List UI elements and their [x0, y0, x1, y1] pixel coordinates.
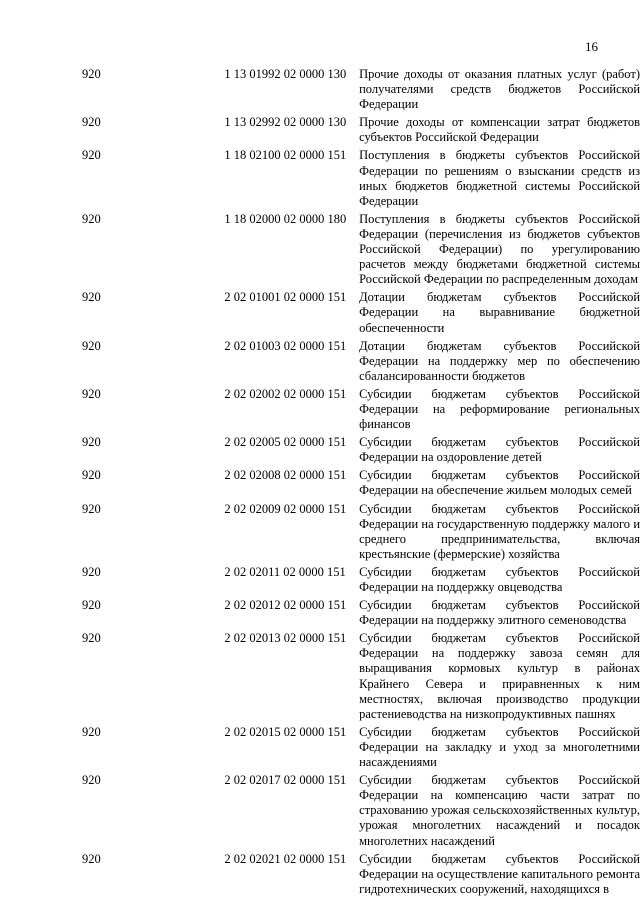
table-row [0, 598, 640, 628]
budget-code-cell: 2 02 02008 02 0000 151 [224, 468, 347, 483]
budget-code-cell: 2 02 01001 02 0000 151 [224, 290, 347, 305]
admin-code-cell: 920 [82, 724, 101, 739]
budget-code-cell: 2 02 02012 02 0000 151 [224, 598, 347, 613]
admin-code-cell: 920 [82, 598, 101, 613]
table-row [0, 773, 640, 848]
admin-code-cell: 920 [82, 501, 101, 516]
revenue-name-cell: Субсидии бюджетам субъектов Российской Федерации на закладку и уход за многолетними насаждениями [359, 724, 640, 770]
revenue-name-cell: Субсидии бюджетам субъектов Российской Федерации на компенсацию части затрат по страхованию урожая сельскохозяйственных культур, урожая многолетних насаждений и посадок многолетних насаждений [359, 773, 640, 848]
revenue-name-cell: Дотации бюджетам субъектов Российской Федерации на поддержку мер по обеспечению сбалансированности бюджетов [359, 338, 640, 383]
table-row [0, 502, 640, 562]
admin-code-cell: 920 [82, 631, 101, 646]
table-row [0, 387, 640, 432]
revenue-name-cell: Поступления в бюджеты субъектов Российской Федерации (перечисления из бюджетов субъектов Российской Федерации) по урегулированию расчетов между бюджетами бюджетной системы Российской Федерации по распределенным доходам [359, 211, 640, 287]
budget-code-cell: 2 02 02013 02 0000 151 [224, 631, 347, 646]
budget-code-cell: 1 18 02000 02 0000 180 [224, 211, 347, 226]
budget-code-cell: 2 02 01003 02 0000 151 [224, 338, 347, 353]
admin-code-cell: 920 [82, 67, 101, 81]
budget-code-cell: 1 18 02100 02 0000 151 [224, 148, 347, 163]
budget-code-cell: 2 02 02002 02 0000 151 [224, 386, 347, 401]
budget-code-cell: 2 02 02005 02 0000 151 [224, 435, 347, 450]
table-row [0, 565, 640, 595]
admin-code-cell: 920 [82, 435, 101, 450]
admin-code-cell: 920 [82, 773, 101, 788]
revenue-name-cell: Субсидии бюджетам субъектов Российской Федерации на поддержку завоза семян для выращивания кормовых культур в районах Крайнего Севера и приравненных к ним местностях, включая производство продукции растениеводства на низкопродуктивных пашнях [359, 631, 640, 721]
budget-code-cell: 2 02 02009 02 0000 151 [224, 501, 347, 516]
budget-code-cell: 1 13 02992 02 0000 130 [224, 115, 347, 130]
revenue-name-cell: Прочие доходы от компенсации затрат бюджетов субъектов Российской Федерации [359, 115, 640, 145]
budget-code-cell: 2 02 02011 02 0000 151 [224, 564, 346, 579]
table-row [0, 212, 640, 287]
table-row [0, 148, 640, 208]
revenue-name-cell: Поступления в бюджеты субъектов Российской Федерации по решениям о взыскании средств из иных бюджетов бюджетной системы Российской Федерации [359, 148, 640, 208]
revenue-name-cell: Дотации бюджетам субъектов Российской Федерации на выравнивание бюджетной обеспеченности [359, 290, 640, 335]
revenue-name-cell: Прочие доходы от оказания платных услуг (работ) получателями средств бюджетов Российской Федерации [359, 67, 640, 112]
budget-code-cell: 1 13 01992 02 0000 130 [224, 67, 347, 81]
budget-code-cell: 2 02 02017 02 0000 151 [224, 773, 347, 788]
revenue-name-cell: Субсидии бюджетам субъектов Российской Федерации на обеспечение жильем молодых семей [359, 468, 640, 498]
table-row [0, 852, 640, 897]
revenue-name-cell: Субсидии бюджетам субъектов Российской Федерации на поддержку элитного семеноводства [359, 598, 640, 628]
table-row [0, 290, 640, 335]
revenue-name-cell: Субсидии бюджетам субъектов Российской Федерации на государственную поддержку малого и среднего предпринимательства, включая крестьянские (фермерские) хозяйства [359, 501, 640, 561]
admin-code-cell: 920 [82, 564, 101, 579]
budget-code-cell: 2 02 02015 02 0000 151 [224, 724, 347, 739]
table-row [0, 339, 640, 384]
admin-code-cell: 920 [82, 468, 101, 483]
revenue-name-cell: Субсидии бюджетам субъектов Российской Федерации на осуществление капитального ремонта гидротехнических сооружений, находящихся в [359, 851, 640, 896]
table-row [0, 435, 640, 465]
page-number: 16 [585, 39, 598, 54]
table-row [0, 631, 640, 722]
admin-code-cell: 920 [82, 115, 101, 130]
table-row [0, 67, 640, 112]
admin-code-cell: 920 [82, 386, 101, 401]
admin-code-cell: 920 [82, 211, 101, 226]
revenue-name-cell: Субсидии бюджетам субъектов Российской Федерации на реформирование региональных финансов [359, 386, 640, 432]
admin-code-cell: 920 [82, 148, 101, 163]
admin-code-cell: 920 [82, 338, 101, 353]
admin-code-cell: 920 [82, 290, 101, 305]
revenue-name-cell: Субсидии бюджетам субъектов Российской Федерации на поддержку овцеводства [359, 564, 640, 594]
table-row [0, 725, 640, 770]
revenue-codes-table [0, 67, 640, 900]
revenue-name-cell: Субсидии бюджетам субъектов Российской Федерации на оздоровление детей [359, 435, 640, 465]
budget-code-cell: 2 02 02021 02 0000 151 [224, 851, 347, 866]
table-row [0, 468, 640, 498]
table-row [0, 115, 640, 145]
admin-code-cell: 920 [82, 851, 101, 866]
